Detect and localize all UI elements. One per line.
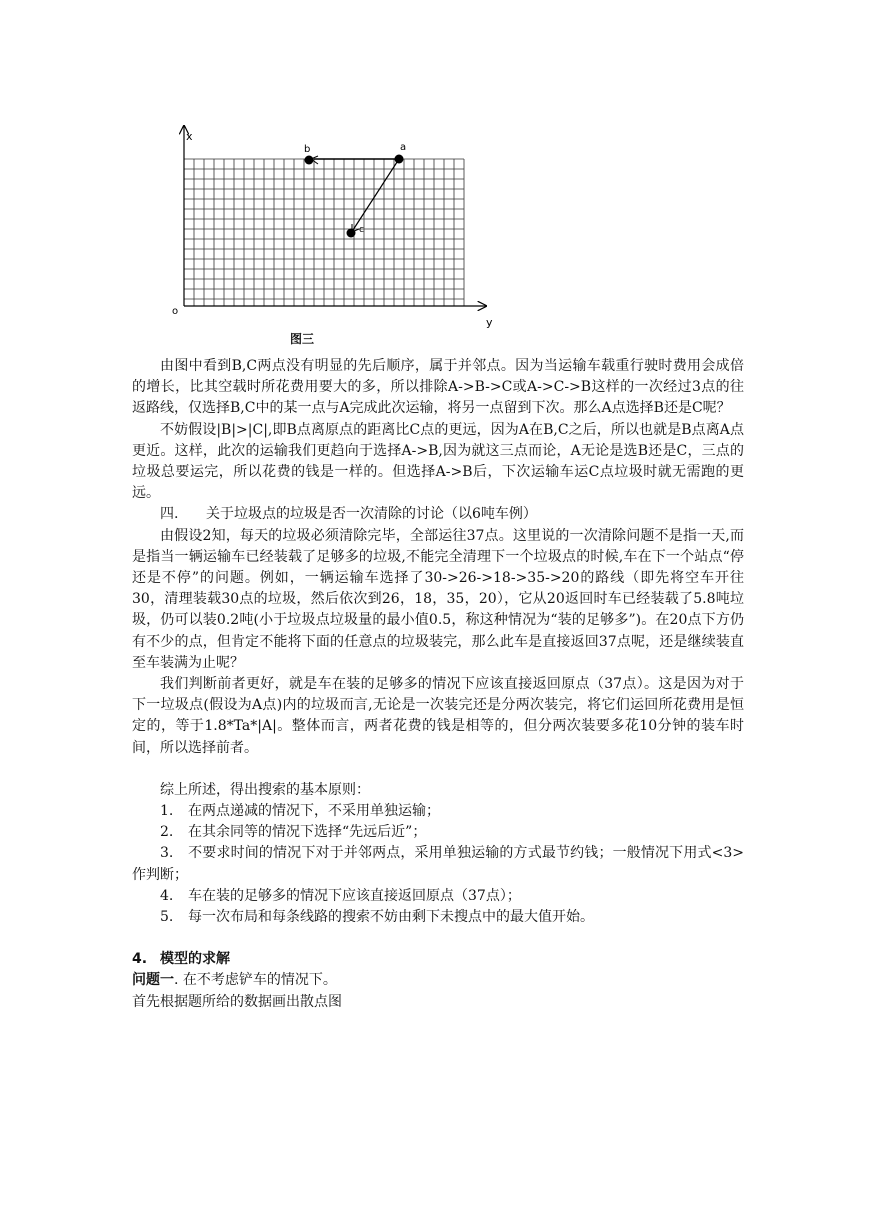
problem-text: . 在不考虑铲车的情况下。 [174,972,337,989]
principle-number: 1. [160,803,174,820]
point-a [395,155,404,164]
principle-item [132,843,744,885]
section-title: 模型的求解 [160,951,230,968]
point-c [347,229,356,238]
problem-label: 问题一 [132,972,174,989]
paragraph: 由图中看到B,C两点没有明显的先后顺序，属于并邻点。因为当运输车载重行驶时费用会成倍的增长，比其空载时所花费用要大的多，所以排除A->B->C或A->C->B这样的一次经过3点的往返路线，仅选择B,C中的某一点与A完成此次运输，将另一点留到下次。那么A点选择B还是C呢？ [132,358,744,417]
grid-diagram [168,120,508,350]
section-heading [132,949,744,970]
principle-item [132,801,744,822]
principle-text: 不要求时间的情况下对于并邻两点，采用单独运输的方式最节约钱；一般情况下用式<3> 作判断； [132,845,744,883]
paragraph: 不妨假设|B|>|C|,即B点离原点的距离比C点的更远，因为A在B,C之后，所以也就是B点离A点更近。这样，此次的运输我们更趋向于选择A->B,因为就这三点而论，A无论是选B还是C，三点的垃圾总要运完，所以花费的钱是一样的。但选择A->B后，下次运输车运C点垃圾时就无需跑的更远。 [132,421,744,502]
section-four-number: 四. [160,506,179,523]
principle-text: 车在装的足够多的情况下应该直接返回原点（37点）； [188,887,521,904]
point-a-label: a [400,142,407,153]
principle-text: 在其余同等的情况下选择“先远后近”； [188,824,427,841]
principle-text: 在两点递减的情况下，不采用单独运输； [188,803,440,820]
point-b-label: b [304,144,311,155]
paragraph: 由假设2知，每天的垃圾必须清除完毕，全部运往37点。这里说的一次清除问题不是指一天,而是指当一辆运输车已经装载了足够多的垃圾,不能完全清理下一个垃圾点的时候,车在下一个站点“停还是不停”的问题。例如，一辆运输车选择了30->26->18->35->20的路线（即先将空车开往30，清理装载30点的垃圾，然后依次到26，18，35，20），它从20返回时车已经装载了5.8吨垃圾，仍可以装0.2吨(小于垃圾点垃圾量的最小值0.5，称这种情况为“装的足够多”)。在20点下方仍有不少的点，但肯定不能将下面的任意点的垃圾装完，那么此车是直接返回37点呢，还是继续装直至车装满为止呢？ [132,527,744,671]
point-c-label: c [359,225,364,235]
figure-three [168,120,508,350]
paragraph: 我们判断前者更好，就是车在装的足够多的情况下应该直接返回原点（37点）。这是因为对于下一垃圾点(假设为A点)内的垃圾而言,无论是一次装完还是分两次装完，将它们运回所花费用是恒定的，等于1.8*Ta*|A|。整体而言，两者花费的钱是相等的，但分两次装要多花10分钟的装车时间，所以选择前者。 [132,676,744,756]
problem-heading [132,970,744,991]
principle-number: 2. [160,824,174,841]
grid-lines [184,159,464,306]
section-four-title: 关于垃圾点的垃圾是否一次清除的讨论（以6吨车例） [206,506,537,523]
principle-item [132,886,744,907]
axis-y-label: y [486,316,493,329]
principle-item [132,907,744,928]
axis-x-label: x [186,130,193,143]
origin-label: o [172,306,179,317]
principle-number: 5. [160,909,174,926]
principle-number: 3. [160,845,174,862]
principle-text: 每一次布局和每条线路的搜索不妨由剩下未搜点中的最大值开始。 [188,909,594,926]
section-four-heading [132,504,744,525]
figure-caption: 图三 [290,332,315,346]
document-body [132,356,744,1013]
section-number: 4. [132,951,148,968]
summary-intro: 综上所述，得出搜索的基本原则： [160,781,370,798]
paragraph: 首先根据题所给的数据画出散点图 [132,993,342,1010]
point-b [305,156,314,165]
principle-item [132,822,744,843]
principle-number: 4. [160,887,174,904]
